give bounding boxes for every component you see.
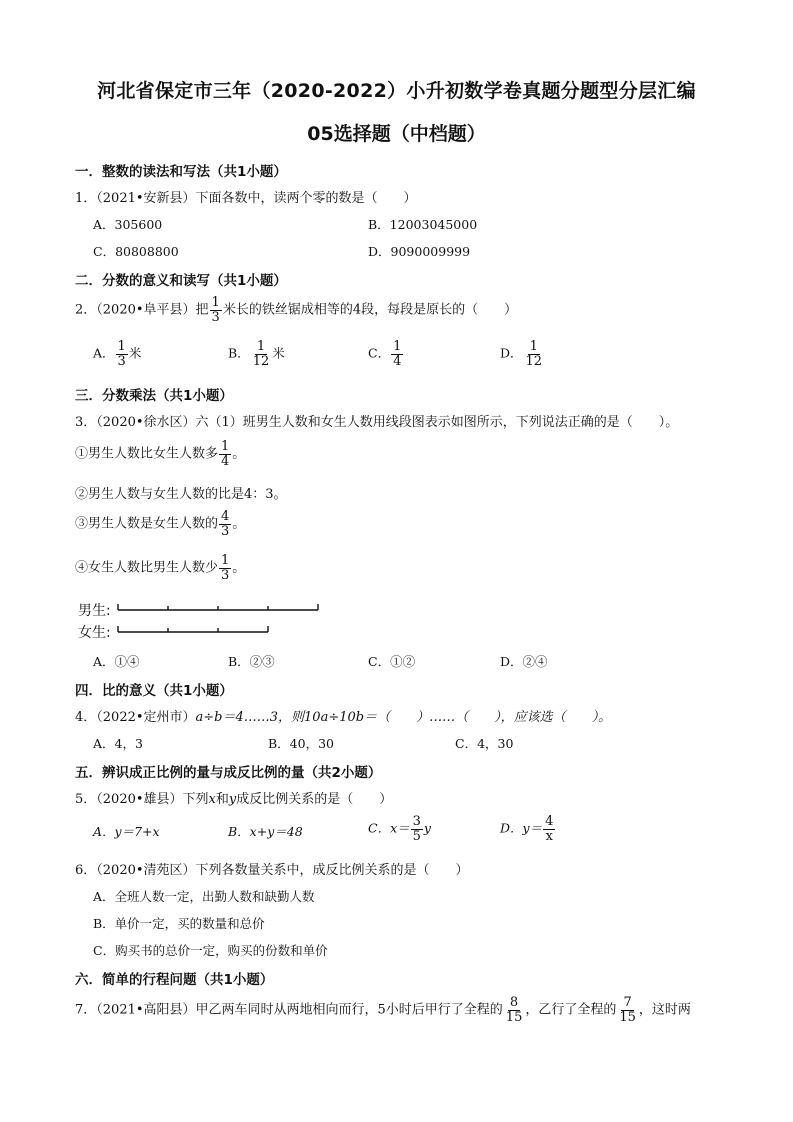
q1-option-c: C．80808800	[93, 244, 179, 259]
q5-option-a: A．y＝7+x	[93, 824, 160, 839]
q3-statement-4	[75, 554, 245, 582]
fraction-denominator: 12	[525, 353, 543, 369]
option-label: A．	[93, 345, 115, 361]
fraction-numerator: 1	[211, 295, 220, 310]
girls-segment-line	[118, 626, 268, 632]
question-7-stem	[75, 996, 691, 1024]
question-2-stem	[75, 296, 517, 324]
statement-text: ③男生人数是女生人数的	[75, 516, 219, 532]
fraction-denominator: 3	[221, 567, 230, 583]
statement-end: 。	[232, 516, 246, 532]
q2-option-d	[500, 340, 545, 368]
q4-expression-1: a÷b＝4……3，则10	[195, 710, 321, 725]
option-variable: y	[423, 820, 431, 836]
fraction-numerator: 1	[117, 339, 126, 354]
q2-stem-post: 米长的铁丝锯成相等的4段，每段是原长的（ ）	[222, 302, 518, 318]
section-heading-4: 四．比的意义（共1小题）	[75, 683, 233, 699]
fraction-denominator: 12	[252, 353, 270, 369]
option-fraction	[411, 815, 423, 843]
q3-statement-3	[75, 510, 245, 538]
fraction-denominator: 3	[117, 353, 126, 369]
section-heading-1: 一．整数的读法和写法（共1小题）	[75, 164, 287, 180]
q2-option-b	[228, 340, 285, 368]
q5-and: 和	[215, 792, 229, 807]
option-fraction	[391, 340, 403, 368]
boys-segment-line	[118, 604, 318, 610]
q4-option-a: A．4，3	[93, 736, 143, 751]
q2-option-c	[368, 340, 404, 368]
girls-label: 女生:	[78, 625, 111, 641]
q4-option-c: C．4，30	[455, 736, 514, 751]
statement-end: 。	[232, 446, 246, 462]
q4-source: 4．（2022•定州市）	[75, 710, 196, 725]
fraction-denominator: 3	[221, 523, 230, 539]
question-1-stem: 1．（2021•安新县）下面各数中，读两个零的数是（ ）	[75, 191, 417, 206]
fraction-numerator: 4	[221, 509, 230, 524]
fraction-numerator: 1	[221, 439, 230, 454]
statement-end: 。	[232, 560, 246, 576]
statement-fraction	[219, 554, 231, 582]
q5-stem-post: 成反比例关系的是（ ）	[236, 792, 393, 807]
page-subtitle: 05选择题（中档题）	[307, 123, 486, 145]
q6-option-c: C．购买书的总价一定，购买的份数和单价	[93, 943, 328, 958]
q3-statement-1	[75, 440, 245, 468]
q5-option-c	[368, 815, 431, 843]
statement-text: ①男生人数比女生人数多	[75, 446, 219, 462]
q2-stem-fraction	[210, 296, 222, 324]
line-segment-diagram	[116, 596, 326, 640]
option-unit: 米	[128, 345, 142, 361]
fraction-denominator: 5	[412, 828, 421, 844]
q3-option-c: C．①②	[368, 654, 416, 669]
q7-stem-mid: ，乙行了全程的	[525, 1002, 617, 1018]
question-5-stem	[75, 788, 392, 807]
q1-option-a: A．305600	[93, 217, 163, 232]
statement-fraction	[219, 440, 231, 468]
q7-fraction-1	[504, 996, 525, 1024]
statement-fraction	[219, 510, 231, 538]
question-6-stem: 6．（2020•清苑区）下列各数量关系中，成反比例关系的是（ ）	[75, 863, 469, 878]
q6-option-a: A．全班人数一定，出勤人数和缺勤人数	[93, 889, 315, 904]
boys-label: 男生:	[78, 603, 111, 619]
option-fraction	[524, 340, 545, 368]
q7-stem-post: ，这时两	[638, 1002, 691, 1018]
fraction-numerator: 1	[393, 339, 402, 354]
q3-statement-2: ②男生人数与女生人数的比是4：3。	[75, 487, 287, 502]
page-title: 河北省保定市三年（2020-2022）小升初数学卷真题分题型分层汇编	[97, 80, 696, 102]
q2-stem-pre: 2．（2020•阜平县）把	[75, 302, 209, 318]
option-label: D．y＝	[500, 820, 543, 836]
q5-option-b: B．x+y＝48	[228, 824, 303, 839]
q2-option-a	[93, 340, 141, 368]
option-fraction	[116, 340, 128, 368]
fraction-numerator: 3	[412, 814, 421, 829]
fraction-denominator: x	[545, 828, 553, 844]
fraction-denominator: 4	[393, 353, 402, 369]
fraction-numerator: 1	[529, 339, 538, 354]
q5-stem-pre: 5．（2020•雄县）下列	[75, 792, 209, 807]
option-label: C．x＝	[368, 820, 410, 836]
q3-option-b: B．②③	[228, 654, 275, 669]
fraction-denominator: 4	[221, 453, 230, 469]
q1-option-d: D．9090009999	[368, 244, 471, 259]
q3-option-a: A．①④	[93, 654, 140, 669]
q3-option-d: D．②④	[500, 654, 548, 669]
q5-option-d	[500, 815, 556, 843]
q7-stem-pre: 7．（2021•高阳县）甲乙两车同时从两地相向而行，5小时后甲行了全程的	[75, 1002, 503, 1018]
fraction-numerator: 7	[623, 995, 632, 1010]
fraction-denominator: 15	[619, 1009, 636, 1025]
q5-variable-x: x	[208, 792, 216, 807]
q7-fraction-2	[617, 996, 638, 1024]
question-4-stem	[75, 706, 611, 725]
section-heading-5: 五．辨识成正比例的量与成反比例的量（共2小题）	[75, 765, 382, 781]
fraction-numerator: 4	[545, 814, 554, 829]
fraction-numerator: 1	[221, 553, 230, 568]
option-fraction	[543, 815, 555, 843]
section-heading-2: 二．分数的意义和读写（共1小题）	[75, 273, 287, 289]
q1-option-b: B．12003045000	[368, 217, 478, 232]
option-unit: 米	[272, 345, 285, 361]
fraction-numerator: 8	[509, 995, 519, 1010]
option-fraction	[251, 340, 272, 368]
section-heading-6: 六．简单的行程问题（共1小题）	[75, 972, 274, 988]
q4-expression-2: a÷10b＝（ ）……（ ），应该选（ ）。	[320, 710, 612, 725]
option-label: C．	[368, 345, 391, 361]
q4-option-b: B．40，30	[268, 736, 334, 751]
fraction-numerator: 1	[256, 339, 266, 354]
option-label: B．	[228, 345, 250, 361]
section-heading-3: 三．分数乘法（共1小题）	[75, 388, 233, 404]
q5-variable-y: y	[228, 792, 237, 807]
option-label: D．	[500, 345, 523, 361]
fraction-denominator: 15	[505, 1009, 523, 1025]
statement-text: ④女生人数比男生人数少	[75, 560, 219, 576]
fraction-denominator: 3	[211, 309, 220, 325]
question-3-stem: 3．（2020•徐水区）六（1）班男生人数和女生人数用线段图表示如图所示，下列说法正确的是（ ）。	[75, 415, 679, 430]
q6-option-b: B．单价一定，买的数量和总价	[93, 916, 265, 931]
